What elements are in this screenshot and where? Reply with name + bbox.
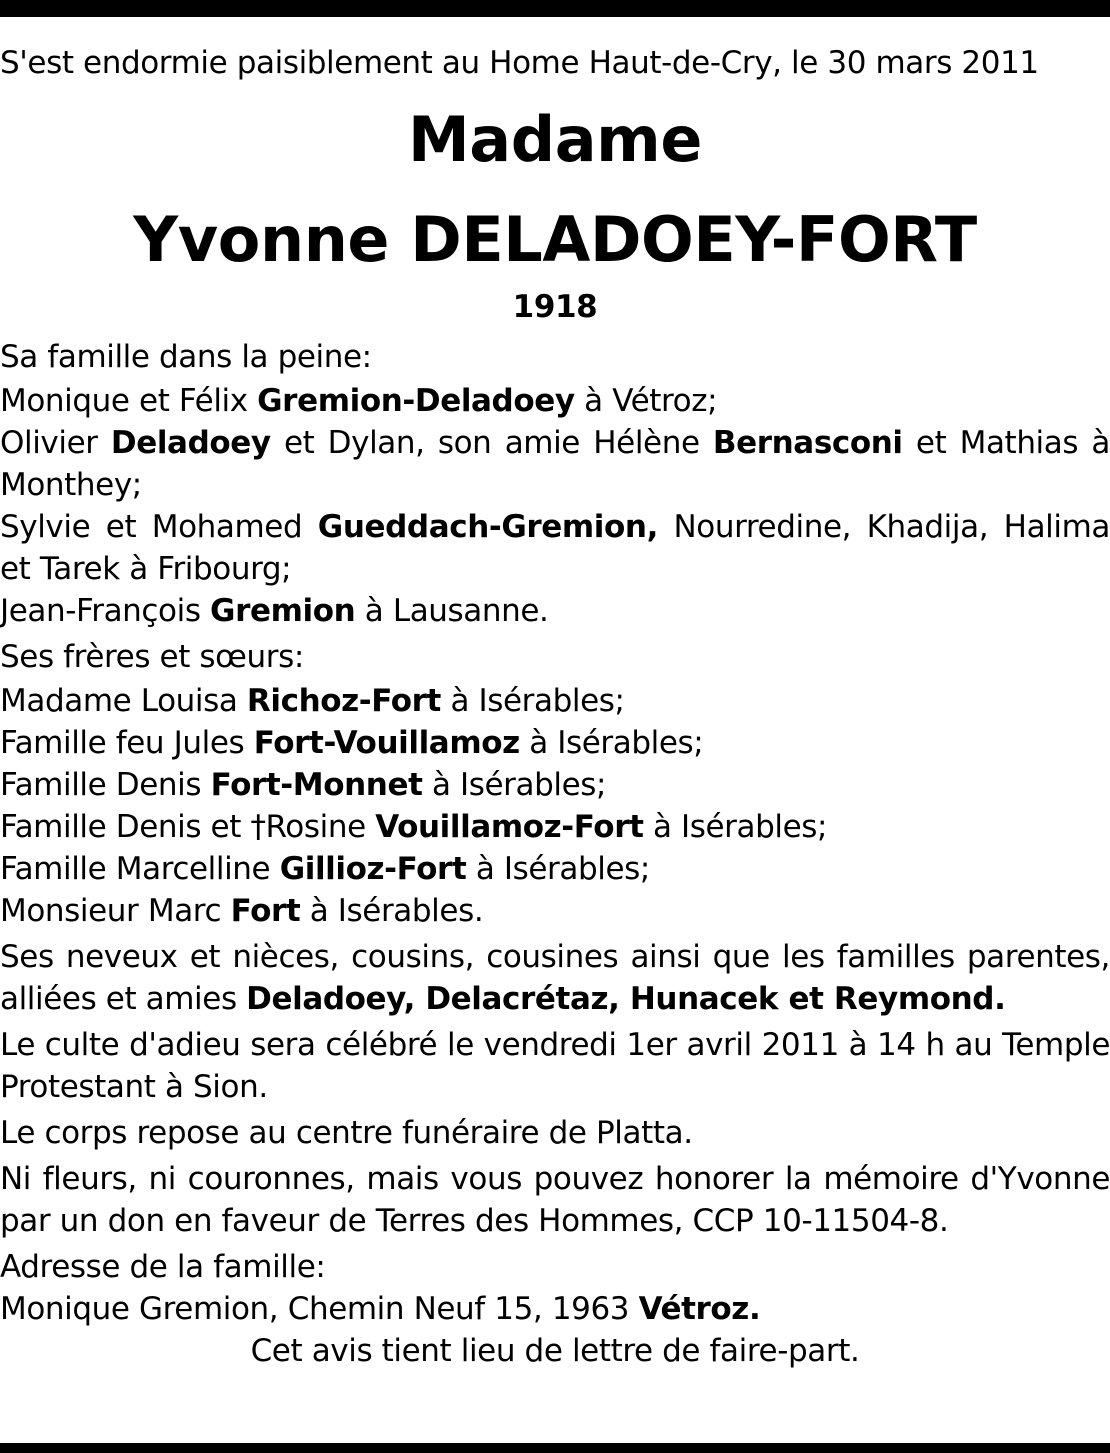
entry-surname: Vouillamoz-Fort [375, 809, 644, 845]
sibling-entry [0, 764, 1110, 806]
entry-surname: Bernasconi [712, 425, 903, 461]
family-entry [0, 506, 1110, 590]
relatives-text: Ses neveux et nièces, cousins, cousines ainsi que les familles parentes, alliées et amies [0, 939, 1110, 1017]
sibling-entry [0, 680, 1110, 722]
address-text: Monique Gremion, Chemin Neuf 15, 1963 [0, 1291, 639, 1327]
entry-surname: Fort-Vouillamoz [253, 725, 520, 761]
entry-text: Jean-François [0, 593, 211, 629]
entry-text: Famille feu Jules [0, 725, 254, 761]
entry-text: à Isérables; [519, 725, 704, 761]
sibling-entry [0, 806, 1110, 848]
family-entry [0, 380, 1110, 422]
donation-paragraph: Ni fleurs, ni couronnes, mais vous pouvez honorer la mémoire d'Yvonne par un don en faveur de Terres des Hommes, CCP 10-11504-8. [0, 1161, 1110, 1239]
entry-surname: Gueddach-Gremion, [317, 509, 658, 545]
top-rule [0, 0, 1110, 17]
family-entry [0, 590, 1110, 632]
sibling-entry [0, 722, 1110, 764]
sibling-entry [0, 848, 1110, 890]
bottom-rule [0, 1443, 1110, 1453]
entry-text: à Isérables; [422, 767, 607, 803]
rest-paragraph: Le corps repose au centre funéraire de Platta. [0, 1115, 693, 1151]
entry-surname: Gillioz-Fort [279, 851, 467, 887]
entry-surname: Fort-Monnet [210, 767, 423, 803]
entry-text: Olivier [0, 425, 111, 461]
deceased-name: Yvonne DELADOEY-FORT [133, 203, 977, 276]
entry-surname: Richoz-Fort [246, 683, 441, 719]
title-madame: Madame [407, 103, 702, 176]
entry-text: Famille Denis [0, 767, 211, 803]
birth-year: 1918 [512, 289, 598, 325]
entry-text: à Isérables; [440, 683, 625, 719]
address-line [0, 1288, 1110, 1330]
ceremony-paragraph: Le culte d'adieu sera célébré le vendredi 1er avril 2011 à 14 h au Temple Protestant à Sion. [0, 1027, 1110, 1105]
entry-text: Madame Louisa [0, 683, 247, 719]
entry-text: Monique et Félix [0, 383, 258, 419]
entry-text: et Dylan, son amie Hélène [270, 425, 713, 461]
entry-text: Monsieur Marc [0, 893, 231, 929]
entry-text: et Mathias à Monthey; [0, 425, 1110, 503]
closing-line: Cet avis tient lieu de lettre de faire-part. [250, 1333, 860, 1369]
entry-text: Famille Marcelline [0, 851, 280, 887]
entry-surname: Fort [230, 893, 301, 929]
entry-text: Rosine [265, 809, 376, 845]
family-heading: Sa famille dans la peine: [0, 339, 372, 375]
entry-text: Famille Denis et [0, 809, 251, 845]
entry-text: à Vétroz; [574, 383, 718, 419]
entry-surname: Gremion-Deladoey [257, 383, 575, 419]
entry-surname: Deladoey [110, 425, 271, 461]
entry-text: à Isérables; [643, 809, 828, 845]
family-entry [0, 422, 1110, 506]
entry-text: à Isérables. [300, 893, 484, 929]
entry-surname: Gremion [210, 593, 356, 629]
entry-text: à Lausanne. [355, 593, 549, 629]
relatives-surnames: Deladoey, Delacrétaz, Hunacek et Reymond. [246, 981, 1006, 1017]
address-town: Vétroz. [638, 1291, 761, 1327]
siblings-heading: Ses frères et sœurs: [0, 639, 304, 675]
obituary-notice [0, 42, 1110, 1372]
address-heading: Adresse de la famille: [0, 1249, 326, 1285]
intro-line: S'est endormie paisiblement au Home Haut-de-Cry, le 30 mars 2011 [0, 45, 1039, 81]
entry-text: Sylvie et Mohamed [0, 509, 318, 545]
entry-text: à Isérables; [466, 851, 650, 887]
relatives-paragraph [0, 936, 1110, 1020]
sibling-entry [0, 890, 1110, 932]
entry-text: Nourredine, Khadija, Halima et Tarek à Fribourg; [0, 509, 1110, 587]
cross-icon: † [250, 809, 266, 845]
